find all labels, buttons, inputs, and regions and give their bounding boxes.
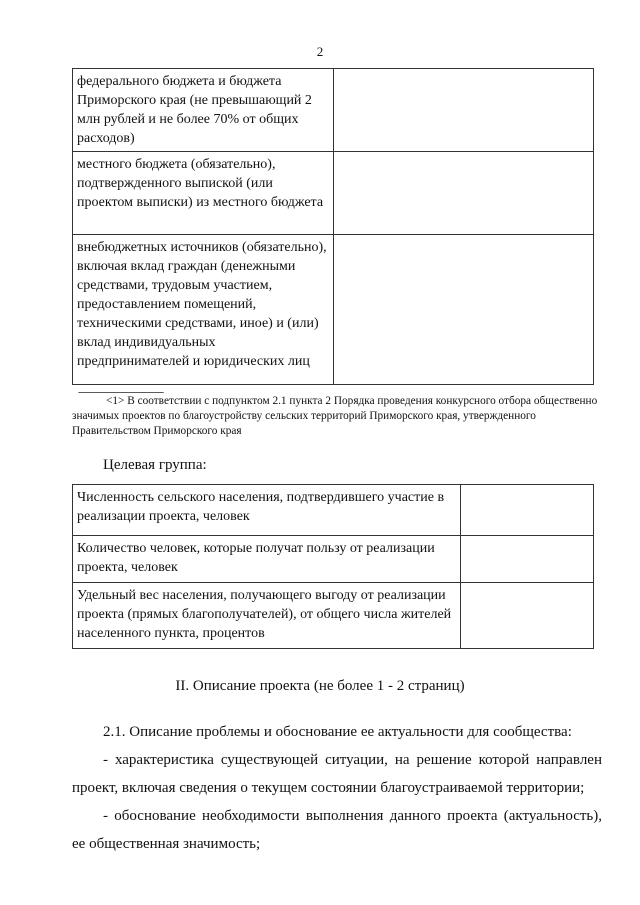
funding-row-label: внебюджетных источников (обязательно), включая вклад граждан (денежными средствами, трудовым участием, предоставлением помещений, техническими средствами, иное) и (или) вклад индивидуальных предпринимателей и юридических лиц [73, 235, 334, 385]
section-heading: II. Описание проекта (не более 1 - 2 страниц) [175, 678, 465, 694]
funding-row-label: местного бюджета (обязательно), подтвержденного выпиской (или проектом выписки) из местного бюджета [73, 152, 334, 235]
funding-sources-table [72, 68, 594, 385]
table-row [73, 152, 594, 235]
table-row [73, 235, 594, 385]
target-row-label: Количество человек, которые получат пользу от реализации проекта, человек [73, 536, 461, 583]
page-number: 2 [316, 44, 324, 59]
footnote-text: <1> В соответствии с подпунктом 2.1 пункта 2 Порядка проведения конкурсного отбора общественно значимых проектов по благоустройству сельских территорий Приморского края, утвержденного Правительством Приморского края [72, 395, 598, 437]
paragraph-justification: - обоснование необходимости выполнения данного проекта (актуальность), ее общественная значимость; [72, 808, 602, 852]
target-group-table [72, 484, 594, 649]
table-row [73, 583, 594, 649]
target-row-label: Численность сельского населения, подтвердившего участие в реализации проекта, человек [73, 485, 461, 536]
table-row [73, 536, 594, 583]
target-row-value [460, 485, 593, 536]
paragraph-problem-description: 2.1. Описание проблемы и обоснование ее актуальности для сообщества: [103, 724, 572, 740]
footnote-separator: -------------------------------- [78, 386, 164, 398]
target-row-value [460, 583, 593, 649]
target-row-label: Удельный вес населения, получающего выгоду от реализации проекта (прямых благополучателей), от общего числа жителей населенного пункта, процентов [73, 583, 461, 649]
target-row-value [460, 536, 593, 583]
funding-row-label: федерального бюджета и бюджета Приморского края (не превышающий 2 млн рублей и не более 70% от общих расходов) [73, 69, 334, 152]
target-group-heading: Целевая группа: [103, 457, 207, 473]
table-row [73, 485, 594, 536]
funding-row-value [334, 152, 594, 235]
table-row [73, 69, 594, 152]
funding-row-value [334, 69, 594, 152]
paragraph-current-situation: - характеристика существующей ситуации, на решение которой направлен проект, включая сведения о текущем состоянии благоустраиваемой территории; [72, 752, 602, 796]
funding-row-value [334, 235, 594, 385]
